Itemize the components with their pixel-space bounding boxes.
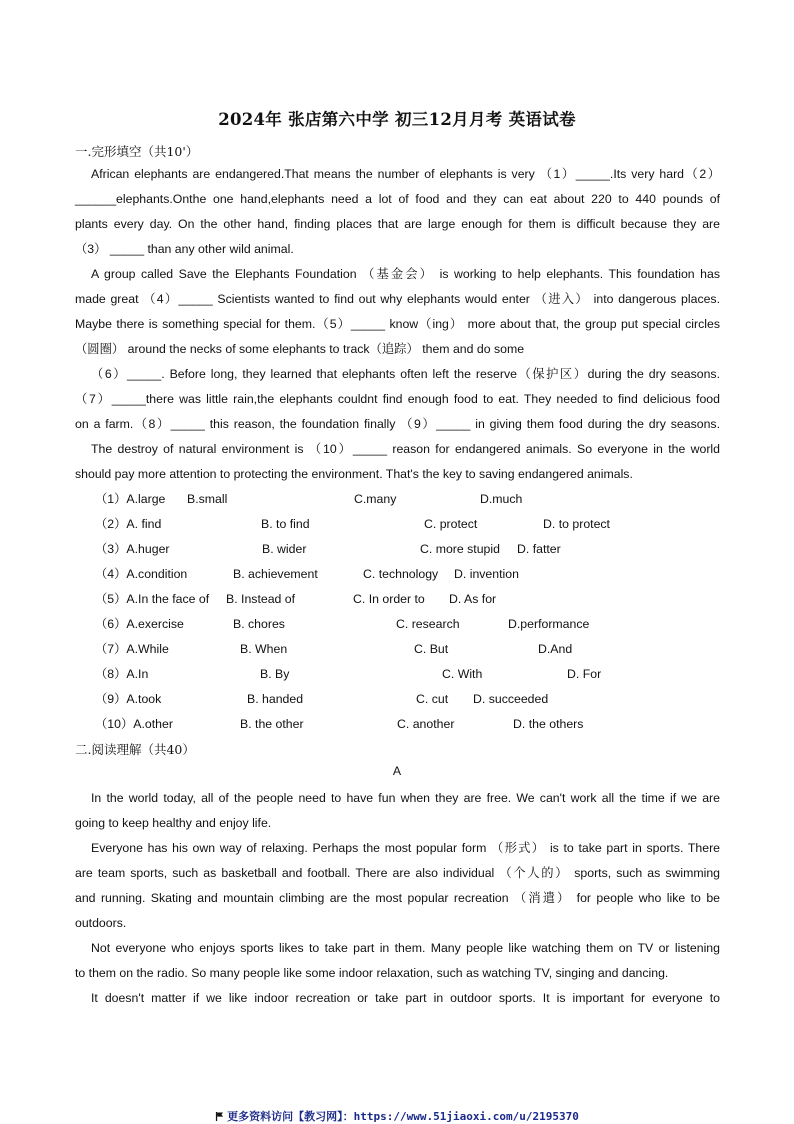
passage-label: A <box>392 764 402 778</box>
page-title: 2024年 张店第六中学 初三12月月考 英语试卷 <box>218 110 576 129</box>
passage-line: In the world today, all of the people need to have fun when they are free. We can't work all the time if we are <box>91 791 720 805</box>
option-d: D. succeeded <box>473 692 549 706</box>
passage-line: and running. Skating and mountain climbing are the most popular recreation （消遣） for people who like to be <box>75 891 720 905</box>
footer-text[interactable]: 更多资料访问【教习网】：https://www.51jiaoxi.com/u/2195370 <box>227 1110 579 1123</box>
option-row <box>95 612 735 637</box>
option-b: B. When <box>240 642 288 656</box>
option-b: B.small <box>187 492 228 506</box>
option-a: （3）A.huger <box>95 542 170 556</box>
option-a: （4）A.condition <box>95 567 188 581</box>
option-row <box>95 637 735 662</box>
option-d: D. fatter <box>517 542 561 556</box>
passage-line: should pay more attention to protecting the environment. That's the key to saving endangered animals. <box>75 467 633 481</box>
option-a: （6）A.exercise <box>95 617 184 631</box>
passage-line: made great （4）_____ Scientists wanted to find out why elephants would enter （进入） into dangerous places. <box>75 292 720 306</box>
option-row <box>95 662 735 687</box>
option-b: B. By <box>260 667 290 681</box>
footer-link[interactable] <box>0 1108 794 1124</box>
passage-line: Maybe there is something special for them.（5）_____ know（ing） more about that, the group put special circles <box>75 317 720 331</box>
option-a: （5）A.In the face of <box>95 592 210 606</box>
option-d: D. to protect <box>543 517 610 531</box>
passage-line: A group called Save the Elephants Foundation （基金会） is working to help elephants. This foundation has <box>91 267 720 281</box>
option-row <box>95 487 735 512</box>
passage-line: plants every day. On the other hand, finding places that are large enough for them is difficult because they are <box>75 217 720 231</box>
passage-line: outdoors. <box>75 916 127 930</box>
section-2-heading: 二.阅读理解（共40） <box>75 742 195 757</box>
option-c: C. more stupid <box>420 542 500 556</box>
option-c: C.many <box>354 492 397 506</box>
option-d: D. invention <box>454 567 519 581</box>
passage-line: are team sports, such as basketball and football. There are also individual （个人的） sports, such as swimming <box>75 866 720 880</box>
option-a: （1）A.large <box>95 492 166 506</box>
option-c: C. cut <box>416 692 449 706</box>
option-d: D.much <box>480 492 523 506</box>
passage-line: to them on the radio. So many people like some indoor relaxation, such as watching TV, singing and dancing. <box>75 966 669 980</box>
passage-line: It doesn't matter if we like indoor recreation or take part in outdoor sports. It is important for everyone to <box>91 991 720 1005</box>
option-row <box>95 562 735 587</box>
option-row <box>95 587 735 612</box>
section-1-heading: 一.完形填空（共10'） <box>75 144 199 159</box>
option-b: B. wider <box>262 542 307 556</box>
option-b: B. achievement <box>233 567 318 581</box>
option-b: B. chores <box>233 617 285 631</box>
option-d: D.performance <box>508 617 590 631</box>
option-c: C. With <box>442 667 483 681</box>
option-c: C. protect <box>424 517 478 531</box>
option-d: D.And <box>538 642 573 656</box>
option-d: D. For <box>567 667 602 681</box>
option-a: （2）A. find <box>95 517 162 531</box>
option-c: C. technology <box>363 567 439 581</box>
option-row <box>95 512 735 537</box>
option-a: （7）A.While <box>95 642 169 656</box>
passage-line: （3） _____ than any other wild animal. <box>75 242 294 256</box>
option-b: B. to find <box>261 517 310 531</box>
option-c: C. But <box>414 642 449 656</box>
reading-passage <box>75 786 720 1011</box>
passage-line: （6）_____. Before long, they learned that elephants often left the reserve（保护区）during the dry seasons. <box>91 367 720 381</box>
option-b: B. Instead of <box>226 592 296 606</box>
option-b: B. handed <box>247 692 304 706</box>
passage-line: on a farm.（8）_____ this reason, the foundation finally （9）_____ in giving them food during the dry seasons. <box>75 417 720 431</box>
passage-line: The destroy of natural environment is （10）_____ reason for endangered animals. So everyone in the world <box>91 442 720 456</box>
option-c: C. In order to <box>353 592 425 606</box>
passage-line: going to keep healthy and enjoy life. <box>75 816 272 830</box>
passage-line: （圆圈） around the necks of some elephants to track（追踪） them and do some <box>75 342 525 356</box>
option-d: D. As for <box>449 592 497 606</box>
option-row <box>95 712 735 737</box>
option-row <box>95 687 735 712</box>
option-a: （8）A.In <box>95 667 149 681</box>
flag-icon <box>215 1112 224 1121</box>
passage-line: African elephants are endangered.That means the number of elephants is very （1）_____.Its very hard（2） <box>91 167 720 181</box>
option-a: （10）A.other <box>95 717 173 731</box>
option-row <box>95 537 735 562</box>
option-c: C. research <box>396 617 460 631</box>
cloze-passage <box>75 162 720 487</box>
option-d: D. the others <box>513 717 584 731</box>
passage-line: （7）_____there was little rain,the elephants couldnt find enough food to eat. They needed to find delicious food <box>75 392 720 406</box>
passage-line: ______elephants.Onthe one hand,elephants need a lot of food and they can eat about 220 to 440 pounds of <box>75 192 720 206</box>
option-b: B. the other <box>240 717 304 731</box>
passage-line: Not everyone who enjoys sports likes to take part in them. Many people like watching them on TV or listening <box>91 941 720 955</box>
passage-line: Everyone has his own way of relaxing. Perhaps the most popular form （形式） is to take part in sports. There <box>91 841 720 855</box>
option-a: （9）A.took <box>95 692 162 706</box>
option-c: C. another <box>397 717 455 731</box>
